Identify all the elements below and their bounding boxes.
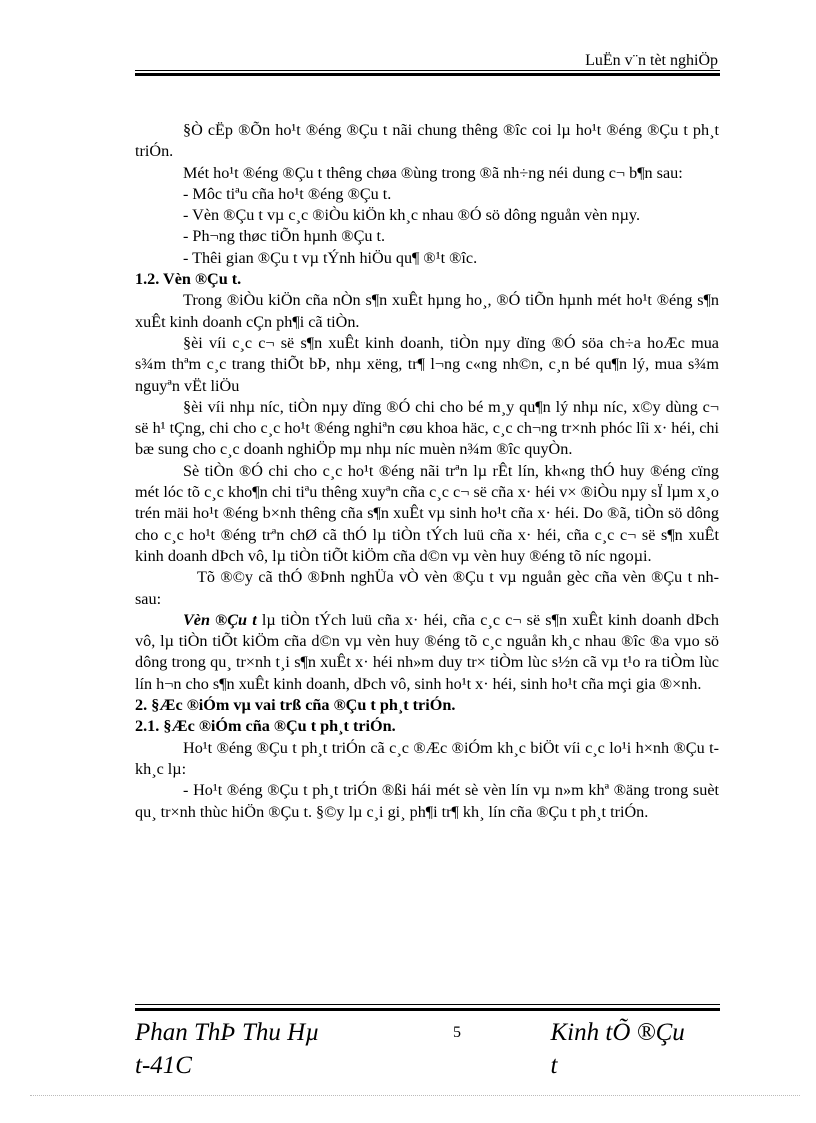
definition-term: Vèn ®Çu t bbox=[183, 610, 257, 629]
paragraph: Sè tiÒn ®Ó chi cho c¸c ho¹t ®éng nãi trªn lµ rÊt lín, kh«ng thÓ huy ®éng cïng mét lóc tõ c¸c kho¶n chi tiªu thêng xuyªn cña c¸c c¬ së cña x· héi v× ®iÒu nµy sÏ lµm x¸o trén mäi ho¹t ®éng b×nh thêng cña s¶n xuÊt vµ sinh ho¹t cña x· héi. Do ®ã, tiÒn sö dông cho c¸c ho¹t ®éng trªn chØ cã thÓ lµ tiÒn tÝch luü cña x· héi, cña c¸c c¬ së s¶n xuÊt kinh doanh dÞch vô, lµ tiÒn tiÕt kiÖm cña d©n vµ vèn huy ®éng tõ níc ngoµi. bbox=[135, 461, 719, 565]
list-item: - Thêi gian ®Çu t vµ tÝnh hiÖu qu¶ ®¹t ®îc. bbox=[183, 248, 478, 267]
paragraph: Mét ho¹t ®éng ®Çu t thêng chøa ®ùng trong ®ã nh÷ng néi dung c¬ b¶n sau: bbox=[183, 163, 683, 182]
definition-paragraph bbox=[135, 610, 719, 695]
paragraph: Ho¹t ®éng ®Çu t ph¸t triÓn cã c¸c ®Æc ®iÓm kh¸c biÖt víi c¸c lo¹i h×nh ®Çu t kh¸c lµ: bbox=[135, 738, 719, 778]
list-item: - Môc tiªu cña ho¹t ®éng ®Çu t. bbox=[183, 184, 392, 203]
list-item: - Ph¬ng thøc tiÕn hµnh ®Çu t. bbox=[183, 227, 386, 246]
paragraph: §èi víi nhµ níc, tiÒn nµy dïng ®Ó chi cho bé m¸y qu¶n lý nhµ níc, x©y dùng c¬ së h¹ tÇng, chi cho c¸c ho¹t ®éng nghiªn cøu khoa häc, c¸c ch¬ng tr×nh phóc lîi x· héi, chi bæ sung cho c¸c doanh nghiÖp mµ nhµ níc muèn n¾m ®îc quyÒn. bbox=[135, 397, 719, 459]
paragraph: §èi víi c¸c c¬ së s¶n xuÊt kinh doanh, tiÒn nµy dïng ®Ó söa ch÷a hoÆc mua s¾m thªm c¸c trang thiÕt bÞ, nhµ xëng, tr¶ l¬ng c«ng nh©n, c¸n bé qu¶n lý, mua s¾m nguyªn vËt liÖu bbox=[135, 333, 719, 395]
header-title: LuËn v¨n tèt nghiÖp bbox=[585, 52, 718, 69]
footer-author bbox=[135, 1016, 385, 1082]
paragraph: Trong ®iÒu kiÖn cña nÒn s¶n xuÊt hµng ho¸, ®Ó tiÕn hµnh mét ho¹t ®éng s¶n xuÊt kinh doanh cÇn ph¶i cã tiÒn. bbox=[135, 291, 719, 331]
body-text bbox=[135, 120, 719, 823]
paragraph: Tõ ®©y cã thÓ ®Þnh nghÜa vÒ vèn ®Çu t vµ nguån gèc cña vèn ®Çu t nh sau: bbox=[135, 568, 719, 608]
footer-author-name: Phan ThÞ Thu Hµ bbox=[135, 1019, 320, 1046]
section-heading: 1.2. Vèn ®Çu t. bbox=[135, 270, 242, 289]
subsection-heading: 2.1. §Æc ®iÓm cña ®Çu t ph¸t triÓn. bbox=[135, 717, 396, 736]
section-heading: 2. §Æc ®iÓm vµ vai trß cña ®Çu t ph¸t triÓn. bbox=[135, 696, 456, 715]
footer-rule-thick bbox=[135, 1008, 720, 1011]
footer-rule-thin bbox=[135, 1004, 720, 1005]
footer-author-class: t-41C bbox=[135, 1052, 192, 1079]
footer-department: Kinh tÕ ®Çu t bbox=[550, 1019, 685, 1079]
paragraph: §Ò cËp ®Õn ho¹t ®éng ®Çu t nãi chung thêng ®îc coi lµ ho¹t ®éng ®Çu t ph¸t triÓn. bbox=[135, 121, 719, 161]
page-bottom-divider bbox=[30, 1095, 800, 1096]
page-number: 5 bbox=[453, 1024, 461, 1041]
list-item: - Vèn ®Çu t vµ c¸c ®iÒu kiÖn kh¸c nhau ®Ó sö dông nguån vèn nµy. bbox=[183, 206, 641, 225]
definition-text: lµ tiÒn tÝch luü cña x· héi, cña c¸c c¬ së s¶n xuÊt kinh doanh dÞch vô, lµ tiÒn tiÕt kiÖm cña d©n vµ vèn huy ®éng tõ c¸c nguån kh¸c nhau ®îc ®a vµo sö dông trong qu¸ tr×nh t¸i s¶n xuÊt x· héi nh»m duy tr× tiÒm lùc s½n cã vµ t¹o ra tiÒm lùc lín h¬n cho s¶n xuÊt kinh doanh, dÞch vô, sinh ho¹t x· héi, sinh ho¹t cña mçi gia ®×nh. bbox=[135, 610, 720, 693]
header-rule-thin bbox=[135, 70, 720, 71]
footer bbox=[135, 1016, 720, 1080]
header-rule-thick bbox=[135, 73, 720, 76]
list-item: - Ho¹t ®éng ®Çu t ph¸t triÓn ®ßi hái mét sè vèn lín vµ n»m khª ®äng trong suèt qu¸ tr×nh thùc hiÖn ®Çu t. §©y lµ c¸i gi¸ ph¶i tr¶ kh¸ lín cña ®Çu t ph¸t triÓn. bbox=[135, 781, 719, 821]
